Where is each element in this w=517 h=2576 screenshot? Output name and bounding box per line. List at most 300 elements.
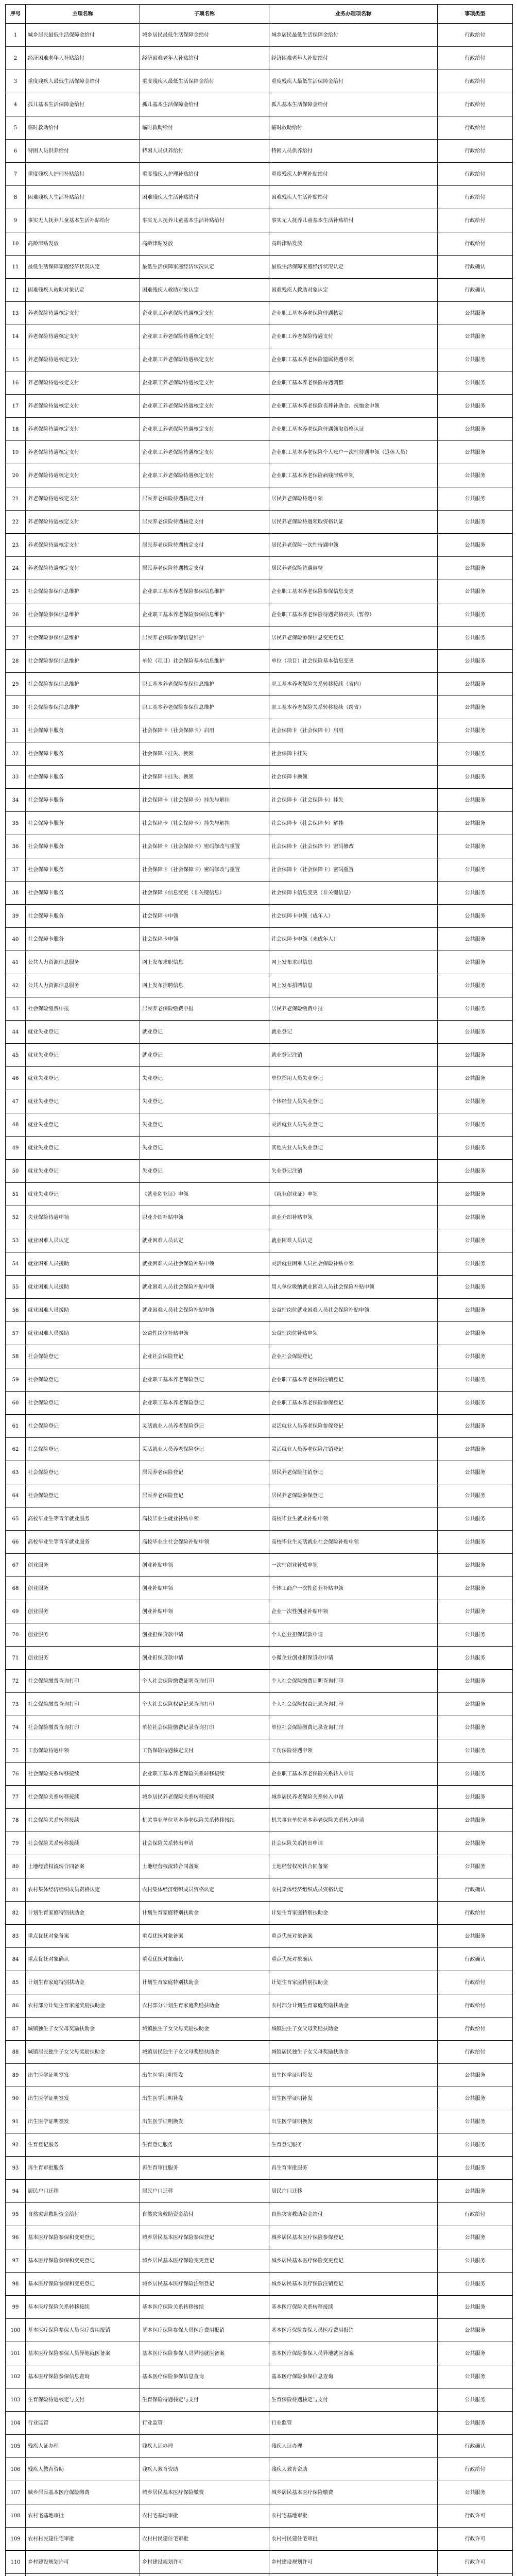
cell-type: 公共服务: [438, 2388, 513, 2412]
cell-sub-item: 社会保险关系转出申请: [140, 1832, 269, 1855]
cell-no: 56: [6, 1299, 26, 1322]
cell-main-item: 养老保险待遇核定支付: [26, 325, 140, 348]
cell-sub-item: 社会保障卡（社会保障卡）启用: [140, 719, 269, 742]
cell-task: 其他失业人员失业登记: [269, 1137, 438, 1160]
cell-type: 公共服务: [438, 441, 513, 464]
cell-sub-item: 社会保障卡申领: [140, 905, 269, 928]
cell-main-item: 社会保障卡服务: [26, 858, 140, 882]
cell-task: 企业职工基本养老保险注销登记: [269, 1368, 438, 1392]
cell-no: 19: [6, 441, 26, 464]
cell-sub-item: 残疾人教育资助: [140, 2458, 269, 2481]
table-row: [6, 1229, 513, 1252]
table-row: [6, 1739, 513, 1762]
table-row: [6, 835, 513, 858]
cell-no: 78: [6, 1809, 26, 1832]
table-row: [6, 1971, 513, 1994]
cell-no: 94: [6, 2180, 26, 2203]
cell-main-item: 社会保险缴费查询打印: [26, 1693, 140, 1716]
cell-sub-item: 工伤保险待遇核定支付: [140, 1739, 269, 1762]
cell-task: 机关事业单位基本养老保险关系转入申请: [269, 1809, 438, 1832]
cell-sub-item: 事实无人抚养儿童基本生活补贴给付: [140, 209, 269, 232]
cell-sub-item: 孤儿基本生活保障金给付: [140, 93, 269, 116]
cell-type: 公共服务: [438, 2412, 513, 2435]
cell-no: 97: [6, 2249, 26, 2273]
cell-no: 86: [6, 1994, 26, 2018]
table-row: [6, 2458, 513, 2481]
cell-type: 行政给付: [438, 24, 513, 47]
cell-type: 公共服务: [438, 2481, 513, 2504]
table-row: [6, 395, 513, 418]
cell-main-item: 养老保险待遇核定支付: [26, 395, 140, 418]
cell-no: 74: [6, 1716, 26, 1739]
cell-sub-item: 失业登记: [140, 1113, 269, 1137]
cell-no: 107: [6, 2481, 26, 2504]
cell-sub-item: 单位（项目）社会保险基本信息维护: [140, 650, 269, 673]
cell-type: 公共服务: [438, 2110, 513, 2133]
cell-task: 城乡居民基本医疗保险参保登记: [269, 2226, 438, 2249]
cell-sub-item: 出生医学证明换发: [140, 2110, 269, 2133]
cell-type: 公共服务: [438, 1206, 513, 1229]
cell-sub-item: 网上发布招聘信息: [140, 974, 269, 997]
table-row: [6, 1206, 513, 1229]
cell-type: 公共服务: [438, 766, 513, 789]
cell-task: 基本医疗保险参保信息查询: [269, 2365, 438, 2388]
cell-sub-item: 失业登记: [140, 1137, 269, 1160]
cell-main-item: 社会保障卡服务: [26, 812, 140, 835]
table-row: [6, 2412, 513, 2435]
table-row: [6, 371, 513, 395]
table-row: [6, 1948, 513, 1971]
cell-sub-item: 企业职工养老保险待遇核定支付: [140, 395, 269, 418]
cell-main-item: 重点优抚对象备案: [26, 1925, 140, 1948]
table-row: [6, 1693, 513, 1716]
cell-sub-item: 个人社会保险权益记录查询打印: [140, 1693, 269, 1716]
cell-main-item: 社会保障卡服务: [26, 882, 140, 905]
table-row: [6, 1878, 513, 1902]
table-row: [6, 1299, 513, 1322]
cell-type: 行政确认: [438, 256, 513, 279]
cell-type: 公共服务: [438, 858, 513, 882]
cell-main-item: 社会保障卡服务: [26, 928, 140, 951]
cell-main-item: 最低生活保障家庭经济状况认定: [26, 256, 140, 279]
table-row: [6, 2203, 513, 2226]
cell-no: 102: [6, 2365, 26, 2388]
cell-no: 58: [6, 1345, 26, 1368]
cell-task: 企业一次性创业补贴申领: [269, 1600, 438, 1623]
table-row: [6, 163, 513, 186]
cell-no: 103: [6, 2388, 26, 2412]
cell-main-item: 社会保险参保信息维护: [26, 603, 140, 626]
cell-no: 93: [6, 2157, 26, 2180]
cell-task: 城乡居民养老保险关系转入申请: [269, 1786, 438, 1809]
cell-no: 108: [6, 2504, 26, 2528]
cell-main-item: 就业困难人员援助: [26, 1276, 140, 1299]
cell-sub-item: 城乡居民最低生活保障金给付: [140, 24, 269, 47]
cell-task: 重点优抚对象备案: [269, 1925, 438, 1948]
cell-type: 公共服务: [438, 951, 513, 974]
cell-no: 11: [6, 256, 26, 279]
cell-main-item: 创业服务: [26, 1600, 140, 1623]
cell-type: 公共服务: [438, 1623, 513, 1647]
cell-main-item: 就业困难人员援助: [26, 1322, 140, 1345]
cell-sub-item: 企业职工基本养老保险登记: [140, 1392, 269, 1415]
cell-type: 公共服务: [438, 2296, 513, 2319]
cell-type: 公共服务: [438, 1507, 513, 1531]
cell-type: 行政许可: [438, 2528, 513, 2551]
cell-task: 社会保障卡（社会保障卡）密码修改: [269, 835, 438, 858]
cell-task: 残疾人教育资助: [269, 2458, 438, 2481]
cell-main-item: 社会保险缴费查询打印: [26, 1716, 140, 1739]
cell-no: 76: [6, 1762, 26, 1786]
cell-type: 公共服务: [438, 1067, 513, 1090]
cell-type: 公共服务: [438, 997, 513, 1021]
cell-task: 困难残疾人生活补贴给付: [269, 186, 438, 209]
cell-no: 59: [6, 1368, 26, 1392]
cell-task: 企业职工基本养老保险待遇领取资格认证: [269, 418, 438, 441]
cell-main-item: 社会保险参保信息维护: [26, 580, 140, 603]
table-row: [6, 70, 513, 93]
cell-main-item: 社会保障卡服务: [26, 835, 140, 858]
cell-main-item: 出生医学证明签发: [26, 2110, 140, 2133]
table-row: [6, 1855, 513, 1878]
cell-no: 99: [6, 2296, 26, 2319]
cell-type: 公共服务: [438, 2273, 513, 2296]
cell-main-item: 困难残疾人救助对象认定: [26, 279, 140, 302]
cell-no: 85: [6, 1971, 26, 1994]
cell-main-item: 社会保险缴费查询打印: [26, 1670, 140, 1693]
cell-task: 残疾人证办理: [269, 2435, 438, 2458]
table-row: [6, 232, 513, 256]
cell-type: 公共服务: [438, 2157, 513, 2180]
cell-sub-item: 企业职工养老保险待遇核定支付: [140, 348, 269, 371]
service-items-table: [5, 4, 513, 2576]
table-row: [6, 2064, 513, 2087]
cell-no: 2: [6, 47, 26, 70]
cell-sub-item: 重度残疾人最低生活保障金给付: [140, 70, 269, 93]
cell-task: 单位社会保险缴费记录查询打印: [269, 1716, 438, 1739]
cell-main-item: 养老保险待遇核定支付: [26, 302, 140, 325]
table-row: [6, 2087, 513, 2110]
cell-no: 15: [6, 348, 26, 371]
cell-sub-item: 社会保障卡（社会保障卡）挂失与解挂: [140, 812, 269, 835]
cell-main-item: 基本医疗保险参保人员医疗费用报销: [26, 2319, 140, 2342]
cell-main-item: 就业困难人员认定: [26, 1229, 140, 1252]
table-row: [6, 2249, 513, 2273]
cell-type: 行政确认: [438, 279, 513, 302]
cell-sub-item: 行业监管: [140, 2412, 269, 2435]
cell-no: 77: [6, 1786, 26, 1809]
cell-sub-item: 企业职工养老保险待遇核定支付: [140, 418, 269, 441]
cell-type: 公共服务: [438, 302, 513, 325]
cell-task: 职业介绍补贴申领: [269, 1206, 438, 1229]
cell-main-item: 工伤保险待遇申领: [26, 1739, 140, 1762]
cell-no: 36: [6, 835, 26, 858]
cell-main-item: 社会保险关系转移接续: [26, 1762, 140, 1786]
cell-sub-item: 企业职工基本养老保险登记: [140, 1368, 269, 1392]
cell-task: 单位（项目）社会保险基本信息变更: [269, 650, 438, 673]
cell-type: 公共服务: [438, 418, 513, 441]
cell-type: 行政确认: [438, 1878, 513, 1902]
table-row: [6, 47, 513, 70]
table-row: [6, 2551, 513, 2574]
cell-type: 公共服务: [438, 1438, 513, 1461]
cell-sub-item: 出生医学证明签发: [140, 2064, 269, 2087]
cell-no: 22: [6, 511, 26, 534]
cell-main-item: 养老保险待遇核定支付: [26, 557, 140, 580]
cell-sub-item: 创业担保贷款申请: [140, 1647, 269, 1670]
cell-sub-item: 高校毕业生社会保险补贴申领: [140, 1531, 269, 1554]
cell-main-item: 乡村建设规划许可: [26, 2551, 140, 2574]
cell-sub-item: 重点优抚对象备案: [140, 1925, 269, 1948]
cell-no: 90: [6, 2087, 26, 2110]
cell-type: 公共服务: [438, 2249, 513, 2273]
cell-sub-item: [140, 2574, 269, 2576]
table-row: [6, 1276, 513, 1299]
cell-type: 公共服务: [438, 2133, 513, 2157]
cell-task: 生育保险待遇核定与支付: [269, 2388, 438, 2412]
cell-no: 84: [6, 1948, 26, 1971]
cell-sub-item: 企业职工基本养老保险关系转移接续: [140, 1762, 269, 1786]
cell-no: 80: [6, 1855, 26, 1878]
cell-main-item: 养老保险待遇核定支付: [26, 441, 140, 464]
cell-type: 行政给付: [438, 186, 513, 209]
cell-type: 行政给付: [438, 93, 513, 116]
cell-no: 25: [6, 580, 26, 603]
table-row: [6, 1415, 513, 1438]
cell-main-item: 社会保险关系转移接续: [26, 1809, 140, 1832]
cell-type: 行政给付: [438, 1994, 513, 2018]
table-row: [6, 1647, 513, 1670]
cell-main-item: 城乡居民基本医疗保险缴费: [26, 2481, 140, 2504]
cell-type: 行政确认: [438, 1948, 513, 1971]
cell-sub-item: 单位社会保险缴费记录查询打印: [140, 1716, 269, 1739]
cell-type: 公共服务: [438, 2365, 513, 2388]
table-row: [6, 2018, 513, 2041]
cell-no: 104: [6, 2412, 26, 2435]
cell-main-item: 就业失业登记: [26, 1137, 140, 1160]
cell-sub-item: 灵活就业人员养老保险登记: [140, 1415, 269, 1438]
cell-main-item: 残疾人证办理: [26, 2435, 140, 2458]
cell-type: 公共服务: [438, 719, 513, 742]
table-row: [6, 1484, 513, 1507]
cell-no: 41: [6, 951, 26, 974]
cell-task: 个人社会保险权益记录查询打印: [269, 1693, 438, 1716]
cell-main-item: 社会保险登记: [26, 1484, 140, 1507]
cell-task: 社会保障卡（社会保障卡）挂失: [269, 789, 438, 812]
cell-sub-item: 居民户口迁移: [140, 2180, 269, 2203]
cell-type: 行政给付: [438, 47, 513, 70]
cell-sub-item: 企业职工养老保险待遇核定支付: [140, 441, 269, 464]
cell-type: 公共服务: [438, 905, 513, 928]
cell-no: 53: [6, 1229, 26, 1252]
cell-type: 公共服务: [438, 1739, 513, 1762]
cell-main-item: 社会保险缴费申报: [26, 997, 140, 1021]
cell-task: 网上发布招聘信息: [269, 974, 438, 997]
cell-sub-item: 困难残疾人生活补贴给付: [140, 186, 269, 209]
cell-task: 就业登记: [269, 1021, 438, 1044]
cell-sub-item: 职工基本养老保险参保信息维护: [140, 673, 269, 696]
cell-type: 公共服务: [438, 511, 513, 534]
cell-sub-item: 机关事业单位基本养老保险关系转移接续: [140, 1809, 269, 1832]
cell-task: 个人社会保险缴费证明查询打印: [269, 1670, 438, 1693]
cell-type: 行政给付: [438, 70, 513, 93]
cell-main-item: 就业失业登记: [26, 1090, 140, 1113]
cell-task: 城镇独生子女父母奖励扶助金: [269, 2018, 438, 2041]
cell-task: 社会保险关系转出申请: [269, 1832, 438, 1855]
cell-no: 55: [6, 1276, 26, 1299]
cell-task: 居民户口迁移: [269, 2180, 438, 2203]
cell-main-item: 孤儿基本生活保障金给付: [26, 93, 140, 116]
table-row: [6, 882, 513, 905]
cell-sub-item: 职业介绍补贴申领: [140, 1206, 269, 1229]
cell-sub-item: 失业登记: [140, 1090, 269, 1113]
cell-sub-item: 困难残疾人救助对象认定: [140, 279, 269, 302]
cell-task: 灵活就业人员失业登记: [269, 1113, 438, 1137]
cell-no: 30: [6, 696, 26, 719]
cell-type: 公共服务: [438, 696, 513, 719]
cell-main-item: 社会保障卡服务: [26, 742, 140, 766]
table-row: [6, 1461, 513, 1484]
cell-main-item: 生育登记服务: [26, 2133, 140, 2157]
cell-task: 一次性创业补贴申领: [269, 1554, 438, 1577]
cell-no: 49: [6, 1137, 26, 1160]
cell-sub-item: 基本医疗保险参保人员医疗费用报销: [140, 2319, 269, 2342]
cell-type: 公共服务: [438, 487, 513, 511]
cell-task: 社会保障卡挂失: [269, 742, 438, 766]
table-row: [6, 742, 513, 766]
cell-sub-item: 居民养老保险待遇核定支付: [140, 511, 269, 534]
cell-no: 43: [6, 997, 26, 1021]
cell-main-item: 城镇独生子女父母奖励扶助金: [26, 2018, 140, 2041]
cell-no: 71: [6, 1647, 26, 1670]
cell-type: 公共服务: [438, 1855, 513, 1878]
table-row: [6, 534, 513, 557]
table-row: [6, 2226, 513, 2249]
cell-sub-item: 创业担保贷款申请: [140, 1623, 269, 1647]
table-row: [6, 928, 513, 951]
cell-main-item: 就业困难人员援助: [26, 1299, 140, 1322]
cell-type: 行政给付: [438, 1902, 513, 1925]
cell-type: 公共服务: [438, 557, 513, 580]
cell-no: 68: [6, 1577, 26, 1600]
cell-main-item: 创业服务: [26, 1647, 140, 1670]
cell-task: 工伤保险待遇申领: [269, 1739, 438, 1762]
table-row: [6, 1322, 513, 1345]
cell-main-item: 养老保险待遇核定支付: [26, 348, 140, 371]
cell-type: 公共服务: [438, 742, 513, 766]
table-row: [6, 580, 513, 603]
cell-no: 54: [6, 1252, 26, 1276]
cell-sub-item: 就业困难人员社会保险补贴申领: [140, 1299, 269, 1322]
cell-no: 44: [6, 1021, 26, 1044]
cell-main-item: 就业失业登记: [26, 1067, 140, 1090]
cell-type: 公共服务: [438, 1044, 513, 1067]
cell-main-item: 农村村民建住宅审批: [26, 2528, 140, 2551]
cell-task: 个体工商户一次性创业补贴申领: [269, 1577, 438, 1600]
cell-type: 公共服务: [438, 1021, 513, 1044]
cell-no: 61: [6, 1415, 26, 1438]
cell-main-item: [26, 2574, 140, 2576]
cell-sub-item: 重度残疾人护理补贴给付: [140, 163, 269, 186]
cell-task: 农村宅基地审批: [269, 2504, 438, 2528]
cell-main-item: 基本医疗保险参保人员异地就医备案: [26, 2342, 140, 2365]
cell-sub-item: 个人社会保险缴费证明查询打印: [140, 1670, 269, 1693]
cell-task: 居民养老保险待遇调整: [269, 557, 438, 580]
cell-sub-item: 网上发布求职信息: [140, 951, 269, 974]
cell-no: 42: [6, 974, 26, 997]
cell-sub-item: 居民养老保险登记: [140, 1461, 269, 1484]
cell-main-item: 事实无人抚养儿童基本生活补贴给付: [26, 209, 140, 232]
cell-sub-item: 特困人员供养给付: [140, 140, 269, 163]
cell-sub-item: 企业职工养老保险待遇核定支付: [140, 302, 269, 325]
cell-sub-item: 居民养老保险参保信息维护: [140, 626, 269, 650]
cell-sub-item: 灵活就业人员养老保险登记: [140, 1438, 269, 1461]
table-row: [6, 2504, 513, 2528]
table-row: [6, 1160, 513, 1183]
table-row: [6, 302, 513, 325]
table-row: [6, 1507, 513, 1531]
table-row: [6, 673, 513, 696]
cell-no: 29: [6, 673, 26, 696]
cell-type: 行政给付: [438, 232, 513, 256]
cell-no: 12: [6, 279, 26, 302]
cell-type: 公共服务: [438, 789, 513, 812]
cell-no: 34: [6, 789, 26, 812]
table-row: [6, 905, 513, 928]
cell-task: 高龄津贴发放: [269, 232, 438, 256]
cell-sub-item: 最低生活保障家庭经济状况认定: [140, 256, 269, 279]
cell-task: 行业监管: [269, 2412, 438, 2435]
cell-no: 63: [6, 1461, 26, 1484]
table-row: [6, 557, 513, 580]
cell-task: 居民养老保险注销登记: [269, 1461, 438, 1484]
cell-main-item: 重度残疾人最低生活保障金给付: [26, 70, 140, 93]
cell-no: 62: [6, 1438, 26, 1461]
cell-task: 重度残疾人护理补贴给付: [269, 163, 438, 186]
cell-main-item: 社会保险登记: [26, 1415, 140, 1438]
table-row: [6, 1137, 513, 1160]
table-row: [6, 2296, 513, 2319]
table-row: [6, 1021, 513, 1044]
cell-no: 3: [6, 70, 26, 93]
cell-main-item: 城乡居民最低生活保障金给付: [26, 24, 140, 47]
cell-main-item: 创业服务: [26, 1577, 140, 1600]
cell-sub-item: 就业登记: [140, 1044, 269, 1067]
cell-type: 公共服务: [438, 1229, 513, 1252]
cell-type: 公共服务: [438, 2180, 513, 2203]
table-row: [6, 951, 513, 974]
cell-no: 23: [6, 534, 26, 557]
cell-sub-item: 居民养老保险缴费申报: [140, 997, 269, 1021]
cell-no: 6: [6, 140, 26, 163]
cell-main-item: 自然灾害救助资金给付: [26, 2203, 140, 2226]
cell-task: 城乡居民基本医疗保险注销登记: [269, 2273, 438, 2296]
cell-sub-item: 创业补贴申领: [140, 1554, 269, 1577]
table-row: [6, 116, 513, 140]
table-row: [6, 789, 513, 812]
table-row: [6, 2110, 513, 2133]
cell-main-item: 养老保险待遇核定支付: [26, 464, 140, 487]
table-row: [6, 626, 513, 650]
cell-task: 职工基本养老保险关系转移接续（省内）: [269, 673, 438, 696]
table-row: [6, 279, 513, 302]
cell-sub-item: 公益性岗位补贴申领: [140, 1322, 269, 1345]
cell-type: 公共服务: [438, 1322, 513, 1345]
table-row: [6, 186, 513, 209]
cell-main-item: 社会保险登记: [26, 1461, 140, 1484]
cell-sub-item: 城乡居民基本医疗保险参保登记: [140, 2226, 269, 2249]
cell-main-item: 养老保险待遇核定支付: [26, 511, 140, 534]
